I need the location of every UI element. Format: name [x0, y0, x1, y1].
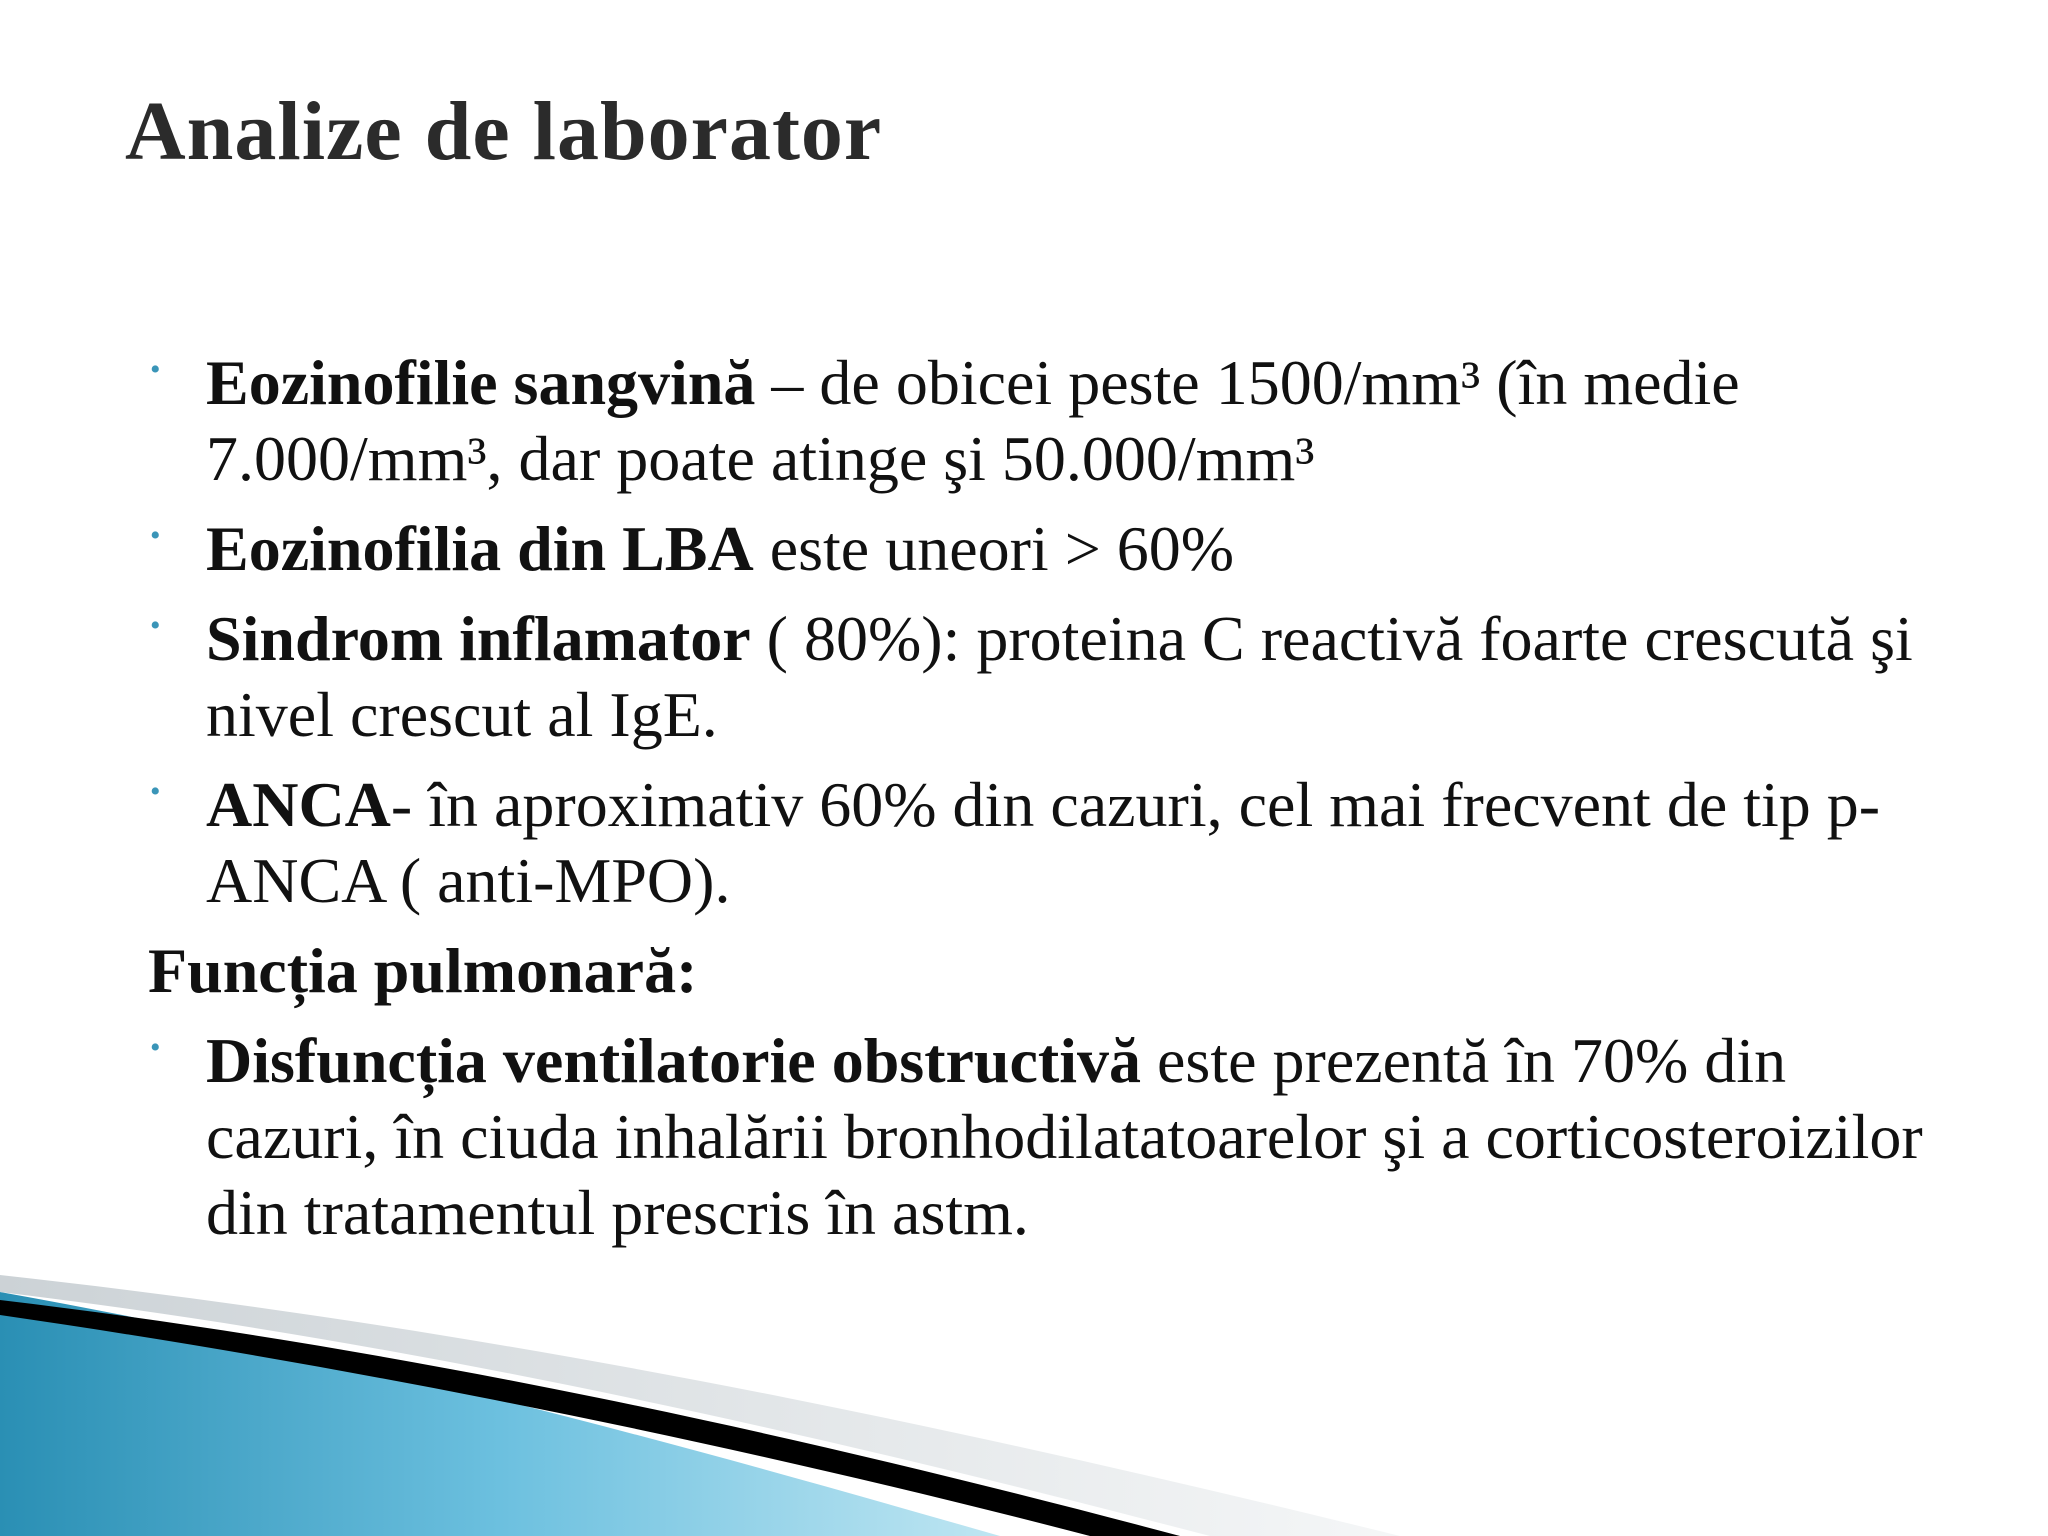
slide-title: Analize de laborator — [125, 85, 883, 178]
bullet-bold-text: Disfuncția ventilatorie obstructivă — [206, 1025, 1141, 1096]
slide-content — [148, 345, 1948, 1265]
bullet-item-disfunctia — [148, 1023, 1948, 1251]
black-stripe-shape — [0, 1300, 1180, 1536]
bullet-dot-icon: • — [150, 353, 161, 386]
bullet-dot-icon: • — [150, 775, 161, 808]
bullet-text: este uneori > 60% — [753, 513, 1235, 584]
bullet-item-lba — [148, 511, 1948, 587]
blue-swoosh-shape — [0, 1292, 1000, 1536]
bullet-text: - în aproximativ 60% din cazuri, cel mai frecvent de tip p-ANCA ( anti-MPO). — [206, 769, 1881, 916]
bullet-text: este prezentă în 70% din cazuri, în ciuda inhalării bronhodilatatoarelor şi a corticosteroizilor din tratamentul prescris în astm. — [206, 1025, 1923, 1248]
bullet-dot-icon: • — [150, 1031, 161, 1064]
bullet-text: ( 80%): proteina C reactivă foarte crescută şi nivel crescut al IgE. — [206, 603, 1913, 750]
bullet-item-anca — [148, 767, 1948, 919]
grey-stripe-shape — [0, 1275, 1400, 1536]
bullet-bold-text: Eozinofilie sangvină — [206, 347, 756, 418]
bullet-text: – de obicei peste 1500/mm³ (în medie 7.000/mm³, dar poate atinge şi 50.000/mm³ — [206, 347, 1740, 494]
bullet-item-eozinofilie — [148, 345, 1948, 497]
bullet-bold-text: ANCA — [206, 769, 391, 840]
bullet-item-sindrom — [148, 601, 1948, 753]
bullet-bold-text: Eozinofilia din LBA — [206, 513, 754, 584]
bullet-bold-text: Sindrom inflamator — [206, 603, 751, 674]
bullet-dot-icon: • — [150, 519, 161, 552]
section-heading: Funcția pulmonară: — [148, 935, 698, 1006]
bullet-dot-icon: • — [150, 609, 161, 642]
